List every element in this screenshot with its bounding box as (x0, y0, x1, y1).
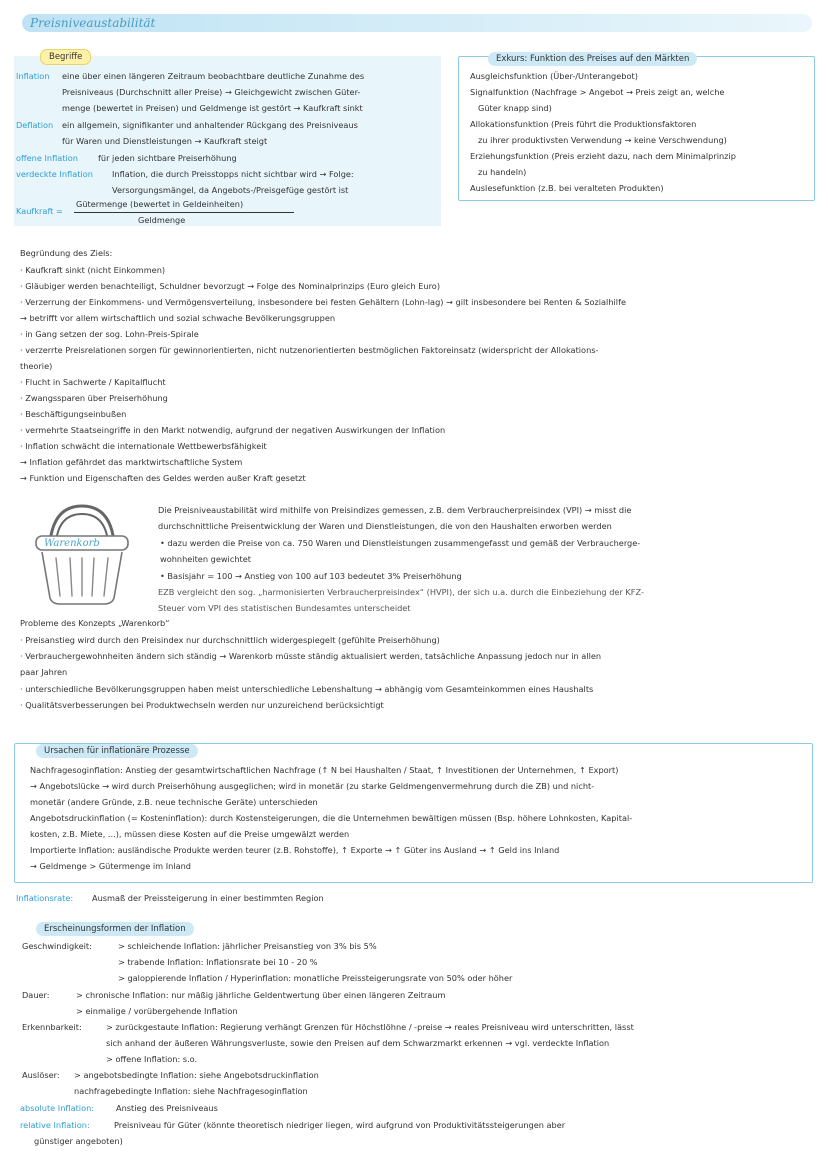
begruendung-header: Begründung des Ziels: (20, 248, 113, 258)
inflation-label: Inflation (16, 71, 50, 81)
ursachen-line-7: → Geldmenge > Gütermenge im Inland (30, 861, 191, 871)
exkurs-header: Exkurs: Funktion des Preises auf den Märkten (488, 52, 697, 66)
erscheinungsformen-header: Erscheinungsformen der Inflation (36, 922, 194, 936)
warenkorb-line-7: Steuer vom VPI des statistischen Bundesamtes unterscheidet (158, 603, 411, 613)
shopping-basket-icon (32, 500, 132, 610)
absolute-inflation-label: absolute Inflation: (20, 1103, 95, 1113)
verdeckte-line-2: Versorgungsmängel, da Angebots-/Preisgefüge gestört ist (112, 185, 349, 195)
begruendung-line-9: · Zwangssparen über Preiserhöhung (20, 393, 168, 403)
relative-inflation-label: relative Inflation: (20, 1120, 90, 1130)
warenkorb-line-2: durchschnittliche Preisentwicklung der Waren und Dienstleistungen, die von den Haushalten erworben werden (158, 521, 612, 531)
erkennbarkeit-line-3: > offene Inflation: s.o. (106, 1054, 198, 1064)
probleme-line-4: · unterschiedliche Bevölkerungsgruppen haben meist unterschiedliche Lebenshaltung → abhängig vom Gesamteinkommen eines Haushalts (20, 684, 594, 694)
probleme-line-2: · Verbrauchergewohnheiten ändern sich ständig → Warenkorb müsste ständig aktualisiert werden, tatsächliche Anpassung jedoch nur in allen (20, 651, 602, 661)
relative-inflation-line-1: Preisniveau für Güter (könnte theoretisch niedriger liegen, wird aufgrund von Produktivitätssteigerungen aber (114, 1120, 566, 1130)
ursachen-line-5: kosten, z.B. Miete, ...), müssen diese Kosten auf die Preise umgewälzt werden (30, 829, 350, 839)
erkennbarkeit-label: Erkennbarkeit: (22, 1022, 82, 1032)
dauer-line-1: > chronische Inflation: nur mäßig jährliche Geldentwertung über einen längeren Zeitraum (76, 990, 446, 1000)
geschwindigkeit-line-3: > galoppierende Inflation / Hyperinflation: monatliche Preissteigerungsrate von 50% oder höher (118, 973, 513, 983)
begruendung-line-13: → Inflation gefährdet das marktwirtschaftliche System (20, 457, 243, 467)
verdeckte-inflation-label: verdeckte Inflation (16, 169, 93, 179)
probleme-line-3: paar Jahren (20, 667, 68, 677)
exkurs-line-3: Güter knapp sind) (478, 103, 552, 113)
exkurs-line-4: Allokationsfunktion (Preis führt die Produktionsfaktoren (470, 119, 697, 129)
begruendung-line-12: · Inflation schwächt die internationale Wettbewerbsfähigkeit (20, 441, 267, 451)
begruendung-line-6: · verzerrte Preisrelationen sorgen für gewinnorientierten, nicht nutzenorientierten bestmöglichen Faktoreinsatz (widerspricht der Allokations- (20, 345, 599, 355)
begruendung-line-3: · Verzerrung der Einkommens- und Vermögensverteilung, insbesondere bei festen Gehältern (Lohn-lag) → gilt insbesondere bei Renten & Sozialhilfe (20, 297, 626, 307)
absolute-inflation-text: Anstieg des Preisniveaus (116, 1103, 218, 1113)
exkurs-line-2: Signalfunktion (Nachfrage > Angebot → Preis zeigt an, welche (470, 87, 725, 97)
begruendung-line-2: · Gläubiger werden benachteiligt, Schuldner bevorzugt → Folge des Nominalprinzips (Euro gleich Euro) (20, 281, 441, 291)
dauer-label: Dauer: (22, 990, 50, 1000)
deflation-label: Deflation (16, 120, 54, 130)
verdeckte-line-1: Inflation, die durch Preisstopps nicht sichtbar wird → Folge: (112, 169, 354, 179)
ursachen-line-3: monetär (andere Gründe, z.B. neue technische Geräte) unterschieden (30, 797, 318, 807)
probleme-line-1: · Preisanstieg wird durch den Preisindex nur durchschnittlich widergespiegelt (gefühlte Preiserhöhung) (20, 635, 440, 645)
kaufkraft-denominator: Geldmenge (138, 215, 186, 225)
begruendung-line-8: · Flucht in Sachwerte / Kapitalflucht (20, 377, 166, 387)
erkennbarkeit-line-1: > zurückgestaute Inflation: Regierung verhängt Grenzen für Höchstlöhne / -preise → reales Preisniveau wird unterschritten, lässt (106, 1022, 634, 1032)
ursachen-line-1: Nachfragesoginflation: Anstieg der gesamtwirtschaftlichen Nachfrage (↑ N bei Haushalten / Staat, ↑ Investitionen der Unternehmen, ↑ Export) (30, 765, 619, 775)
warenkorb-line-5: • Basisjahr = 100 → Anstieg von 100 auf 103 bedeutet 3% Preiserhöhung (160, 571, 462, 581)
dauer-line-2: > einmalige / vorübergehende Inflation (76, 1006, 238, 1016)
inflation-line-1: eine über einen längeren Zeitraum beobachtbare deutliche Zunahme des (62, 71, 365, 81)
begruendung-line-7: theorie) (20, 361, 53, 371)
relative-inflation-line-2: günstiger angeboten) (34, 1136, 123, 1146)
ursachen-line-2: → Angebotslücke → wird durch Preiserhöhung ausgeglichen; wird in monetär (zu starke Geldmengenvermehrung durch die ZB) und nicht- (30, 781, 595, 791)
warenkorb-line-1: Die Preisniveaustabilität wird mithilfe von Preisindizes gemessen, z.B. dem Verbraucherpreisindex (VPI) → misst die (158, 505, 632, 515)
warenkorb-line-6: EZB vergleicht den sog. „harmonisierten Verbraucherpreisindex“ (HVPI), der sich u.a. durch die Einbeziehung der KFZ- (158, 587, 644, 597)
offene-inflation-text: für jeden sichtbare Preiserhöhung (98, 153, 237, 163)
inflation-line-3: menge (bewertet in Preisen) und Geldmenge ist gestört → Kaufkraft sinkt (62, 103, 363, 113)
begruendung-line-10: · Beschäftigungseinbußen (20, 409, 127, 419)
deflation-line-2: für Waren und Dienstleistungen → Kaufkraft steigt (62, 136, 268, 146)
ursachen-line-4: Angebotsdruckinflation (= Kosteninflation): durch Kostensteigerungen, die die Unternehmen bewältigen müssen (Bsp. höhere Lohnkosten, Kapital- (30, 813, 633, 823)
exkurs-line-5: zu ihrer produktivsten Verwendung → keine Verschwendung) (478, 135, 727, 145)
exkurs-line-6: Erziehungsfunktion (Preis erzieht dazu, nach dem Minimalprinzip (470, 151, 736, 161)
ausloeser-line-1: > angebotsbedingte Inflation: siehe Angebotsdruckinflation (74, 1070, 319, 1080)
begruendung-line-4: → betrifft vor allem wirtschaftlich und sozial schwache Bevölkerungsgruppen (20, 313, 336, 323)
deflation-line-1: ein allgemein, signifikanter und anhaltender Rückgang des Preisniveaus (62, 120, 358, 130)
page-title: Preisniveaustabilität (30, 16, 156, 30)
ursachen-header: Ursachen für inflationäre Prozesse (36, 744, 198, 758)
geschwindigkeit-label: Geschwindigkeit: (22, 941, 92, 951)
warenkorb-line-3: • dazu werden die Preise von ca. 750 Waren und Dienstleistungen zusammengefasst und gemäß der Verbraucherge- (160, 538, 641, 548)
begriffe-header: Begriffe (40, 49, 91, 65)
exkurs-line-1: Ausgleichsfunktion (Über-/Unterangebot) (470, 71, 638, 81)
begruendung-line-1: · Kaufkraft sinkt (nicht Einkommen) (20, 265, 166, 275)
inflationsrate-text: Ausmaß der Preissteigerung in einer bestimmten Region (92, 893, 324, 903)
probleme-header: Probleme des Konzepts „Warenkorb“ (20, 618, 170, 628)
ausloeser-line-2: nachfragebedingte Inflation: siehe Nachfragesoginflation (74, 1086, 308, 1096)
exkurs-line-7: zu handeln) (478, 167, 527, 177)
exkurs-line-8: Auslesefunktion (z.B. bei veralteten Produkten) (470, 183, 664, 193)
kaufkraft-label: Kaufkraft = (16, 206, 63, 216)
begruendung-line-14: → Funktion und Eigenschaften des Geldes werden außer Kraft gesetzt (20, 473, 306, 483)
erkennbarkeit-line-2: sich anhand der äußeren Währungsverluste, sowie den Preisen auf dem Schwarzmarkt erkennen → vgl. verdeckte Inflation (106, 1038, 610, 1048)
basket-label: Warenkorb (44, 538, 100, 549)
inflationsrate-label: Inflationsrate: (16, 893, 74, 903)
geschwindigkeit-line-2: > trabende Inflation: Inflationsrate bei 10 - 20 % (118, 957, 318, 967)
offene-inflation-label: offene Inflation (16, 153, 78, 163)
begruendung-line-5: · in Gang setzen der sog. Lohn-Preis-Spirale (20, 329, 199, 339)
begruendung-line-11: · vermehrte Staatseingriffe in den Markt notwendig, aufgrund der negativen Auswirkungen der Inflation (20, 425, 446, 435)
inflation-line-2: Preisniveaus (Durchschnitt aller Preise) → Gleichgewicht zwischen Güter- (62, 87, 361, 97)
geschwindigkeit-line-1: > schleichende Inflation: jährlicher Preisanstieg von 3% bis 5% (118, 941, 377, 951)
probleme-line-5: · Qualitätsverbesserungen bei Produktwechseln werden nur unzureichend berücksichtigt (20, 700, 384, 710)
ausloeser-label: Auslöser: (22, 1070, 60, 1080)
ursachen-line-6: Importierte Inflation: ausländische Produkte werden teurer (z.B. Rohstoffe), ↑ Exporte → ↑ Güter ins Ausland → ↑ Geld ins Inland (30, 845, 560, 855)
kaufkraft-numerator: Gütermenge (bewertet in Geldeinheiten) (76, 199, 244, 209)
warenkorb-line-4: wohnheiten gewichtet (160, 554, 251, 564)
